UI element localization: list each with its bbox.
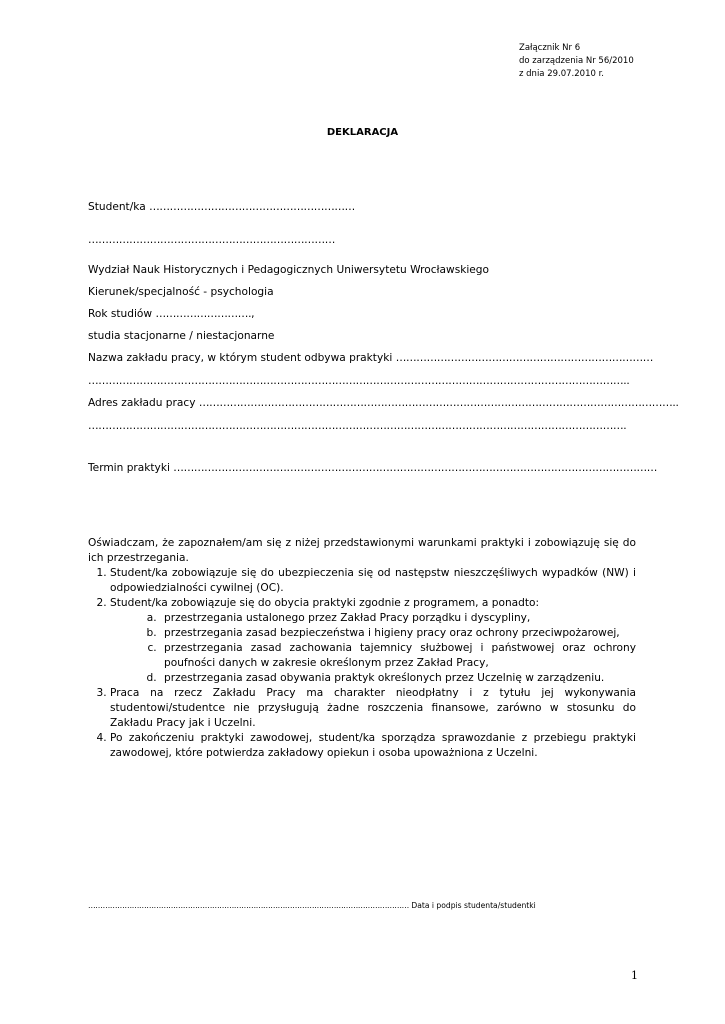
page-number: 1	[631, 969, 638, 982]
address-fill-line-2: ………………………………………………………………………………………………………………………………………….	[88, 420, 627, 432]
appendix-line: z dnia 29.07.2010 r.	[519, 69, 605, 79]
workplace-line	[88, 352, 653, 364]
workplace-fill-line: …………………………………………………………………	[395, 352, 654, 364]
field-line: Kierunek/specjalność - psychologia	[88, 286, 274, 298]
address-fill-line: …………………………………………………………………………………………………………………………..	[198, 397, 679, 409]
index-fill-line: ………………………………………………………………	[88, 234, 336, 246]
year-label: Rok studiów	[88, 308, 153, 320]
study-mode-line: studia stacjonarne / niestacjonarne	[88, 330, 275, 342]
student-label: Student/ka	[88, 201, 146, 213]
faculty-line: Wydział Nauk Historycznych i Pedagogicznych Uniwersytetu Wrocławskiego	[88, 264, 490, 276]
obligation-item: d. przestrzegania zasad obywania praktyk określonych przez Uczelnię w zarządzeniu.	[160, 671, 636, 686]
term-label: Termin praktyki	[88, 462, 170, 474]
signature-line	[88, 901, 536, 910]
workplace-fill-line-2: …………………………………………………………………………………………………………………………………………..	[88, 375, 630, 387]
term-fill-line: ……………………………………………………………………………………………………………………………	[173, 462, 658, 474]
appendix-line: Załącznik Nr 6	[519, 43, 581, 53]
student-fill-line: ……………………………………………………	[149, 201, 355, 213]
year-fill-line: ……………………….,	[155, 308, 255, 320]
obligation-item: c. przestrzegania zasad zachowania tajemnicy służbowej i państwowej oraz ochrony poufności danych w zakresie określonym przez Zakład Pracy,	[160, 641, 636, 671]
obligation-item: b. przestrzegania zasad bezpieczeństwa i higieny pracy oraz ochrony przeciwpożarowej,	[160, 626, 636, 641]
address-line	[88, 397, 679, 409]
obligations-list	[110, 611, 636, 686]
document-title: DEKLARACJA	[326, 127, 399, 138]
address-label: Adres zakładu pracy	[88, 397, 196, 409]
appendix-line: do zarządzenia Nr 56/2010	[519, 56, 634, 66]
workplace-label: Nazwa zakładu pracy, w którym student odbywa praktyki	[88, 352, 393, 364]
appendix-note	[519, 42, 634, 81]
year-line	[88, 308, 254, 320]
signature-label: Data i podpis studenta/studentki	[411, 901, 536, 910]
signature-fill-line: ……………………………………………………………………………………………………………………	[88, 901, 409, 910]
statement-intro: Oświadczam, że zapoznałem/am się z niżej przedstawionymi warunkami praktyki i zobowiązuję się do ich przestrzegania.	[88, 537, 636, 564]
condition-item: 1. Student/ka zobowiązuje się do ubezpieczenia się od następstw nieszczęśliwych wypadków (NW) i odpowiedzialności cywilnej (OC).	[110, 566, 636, 596]
conditions-list	[88, 566, 636, 761]
condition-item: 4. Po zakończeniu praktyki zawodowej, student/ka sporządza sprawozdanie z przebiegu praktyki zawodowej, które potwierdza zakładowy opiekun i osoba upoważniona z Uczelni.	[110, 731, 636, 761]
condition-item: 2. Student/ka zobowiązuje się do obycia praktyki zgodnie z programem, a ponadto: a. przestrzegania ustalonego przez Zakład Pracy porządku i dyscypliny, b. przestrzegania zasad bezpieczeństwa i higieny pracy oraz ochrony przeciwpożarowej, c. przestrzegania zasad zachowania tajemnicy służbowej i państwowej oraz ochrony poufności danych w zakresie określonym przez Zakład Pracy, d. przestrzegania zasad obywania praktyk określonych przez Uczelnię w zarządzeniu.	[110, 596, 636, 686]
statement-section	[88, 536, 636, 761]
condition-item: 3. Praca na rzecz Zakładu Pracy ma charakter nieodpłatny i z tytułu jej wykonywania studentowi/studentce nie przysługują żadne roszczenia finansowe, zarówno w stosunku do Zakładu Pracy jak i Uczelni.	[110, 686, 636, 731]
student-line	[88, 201, 355, 213]
obligation-item: a. przestrzegania ustalonego przez Zakład Pracy porządku i dyscypliny,	[160, 611, 636, 626]
term-line	[88, 462, 657, 474]
